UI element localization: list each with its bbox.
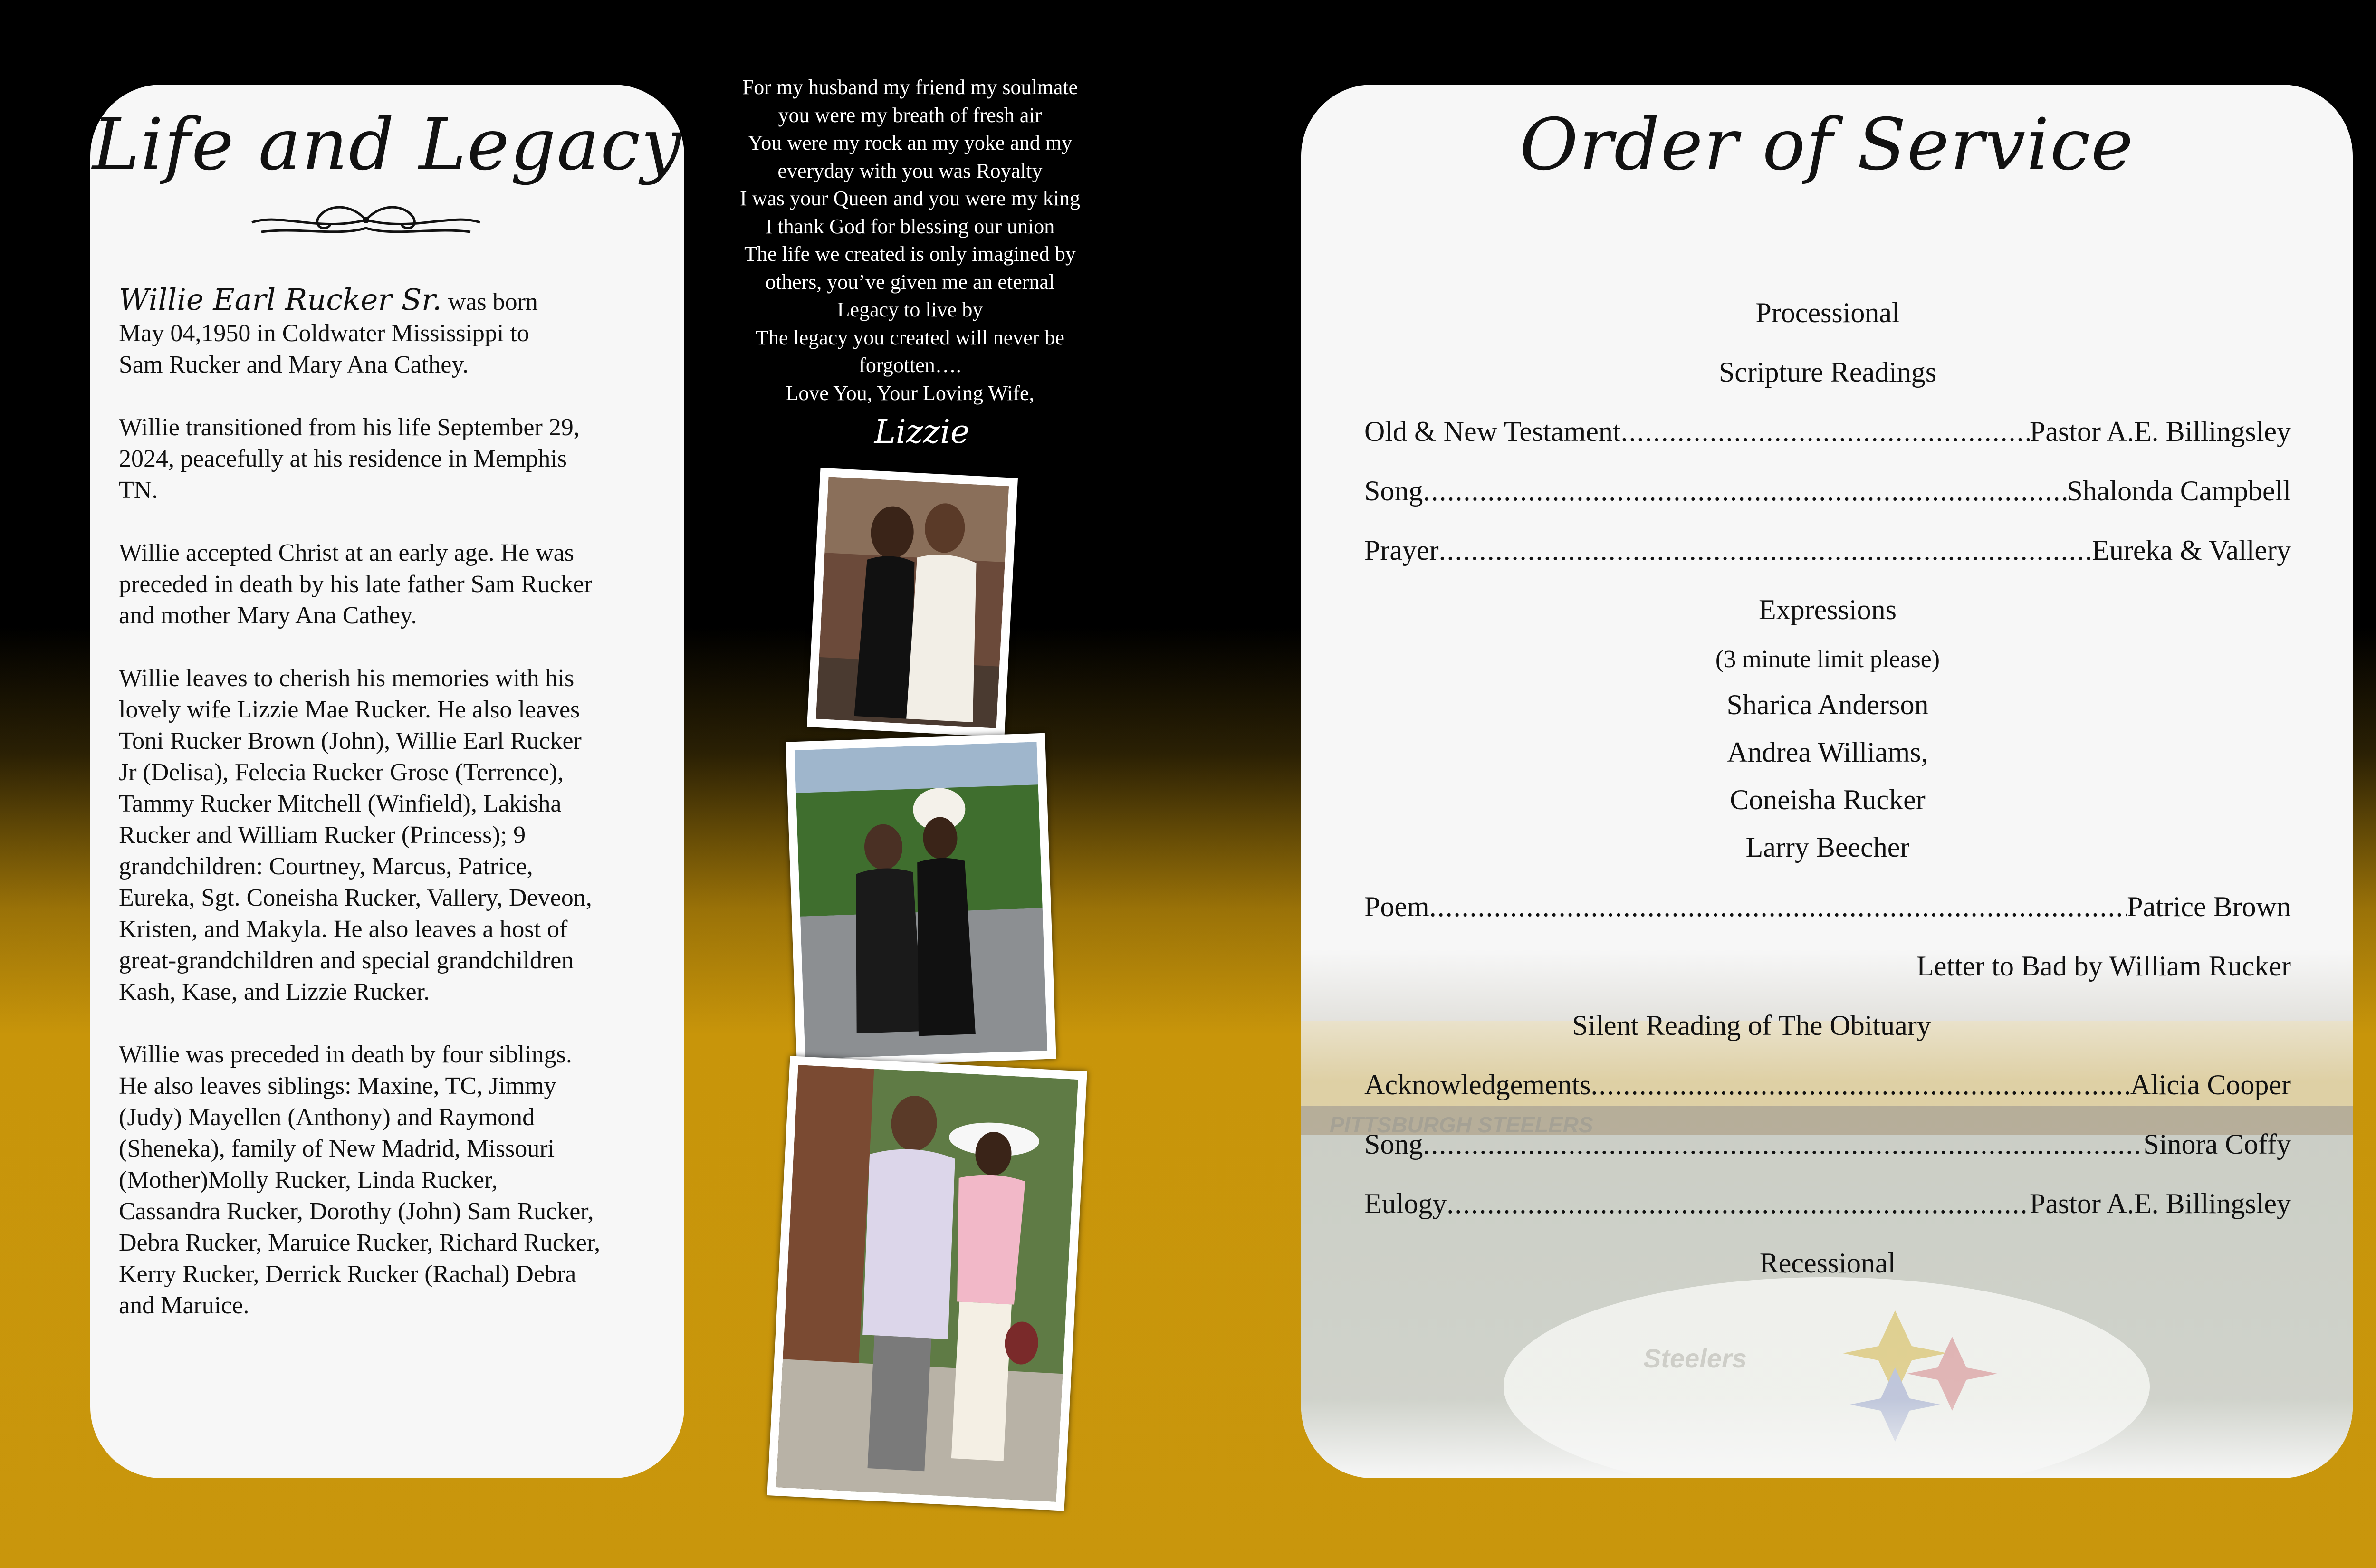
obit-text-line: TN. — [119, 477, 158, 504]
service-item-person: Shalonda Campbell — [2067, 475, 2291, 507]
service-item-acknowledgements — [1364, 1066, 2291, 1104]
couple-photo-3 — [767, 1056, 1087, 1511]
poem-line: you were my breath of fresh air — [778, 103, 1042, 127]
leader-dots — [1429, 888, 2127, 926]
obit-text-line: (Judy) Mayellen (Anthony) and Raymond — [119, 1104, 535, 1131]
obit-text-line: lovely wife Lizzie Mae Rucker. He also leaves — [119, 696, 580, 723]
obit-text-line: Kerry Rucker, Derrick Rucker (Rachal) Debra — [119, 1261, 576, 1288]
leader-dots — [1621, 412, 2030, 450]
poem-signature: Lizzie — [874, 413, 970, 451]
obit-paragraph-birth — [119, 284, 656, 381]
leader-dots — [1591, 1066, 2130, 1104]
service-item-label: Song — [1364, 1128, 1423, 1160]
obit-text-line: (Mother)Molly Rucker, Linda Rucker, — [119, 1166, 498, 1194]
poem-line: I was your Queen and you were my king — [739, 187, 1081, 210]
poem-line: everyday with you was Royalty — [777, 159, 1043, 182]
recessional-item: Recessional — [1759, 1247, 1896, 1279]
leader-dots — [1447, 1185, 2030, 1223]
poem-line: Legacy to live by — [837, 298, 983, 321]
service-item-label: Poem — [1364, 891, 1429, 922]
obit-text-line: Jr (Delisa), Felecia Rucker Grose (Terrence), — [119, 759, 564, 786]
processional-item: Processional — [1755, 297, 1900, 328]
leader-dots — [1423, 472, 2067, 510]
poem-line: The legacy you created will never be — [756, 325, 1064, 349]
obit-text-line: Cassandra Rucker, Dorothy (John) Sam Rucker, — [119, 1198, 594, 1225]
service-item-person: Pastor A.E. Billingsley — [2029, 416, 2291, 447]
order-of-service-panel — [1301, 85, 2353, 1478]
poem-line: Love You, Your Loving Wife, — [786, 381, 1035, 405]
obit-text-line: Kristen, and Makyla. He also leaves a host of — [119, 916, 568, 943]
service-item-song-2 — [1364, 1125, 2291, 1163]
obit-text-line: was born — [441, 288, 538, 316]
obit-paragraph-transition — [119, 412, 656, 506]
life-legacy-title: Life and Legacy — [92, 104, 682, 186]
service-item-song — [1364, 472, 2291, 510]
obit-text-line: Willie was preceded in death by four siblings. — [119, 1041, 572, 1068]
speaker-name: Coneisha Rucker — [1730, 784, 1926, 815]
obit-text-line: preceded in death by his late father Sam Rucker — [119, 571, 593, 598]
obit-text-line: great-grandchildren and special grandchildren — [119, 947, 574, 974]
obit-text-line: Kash, Kase, and Lizzie Rucker. — [119, 978, 430, 1005]
poem-line: You were my rock an my yoke and my — [747, 131, 1073, 154]
poem-line: forgotten…. — [859, 354, 961, 377]
poem-line: The life we created is only imagined by — [744, 242, 1076, 266]
obit-paragraph-faith — [119, 537, 656, 631]
obit-text-line: and mother Mary Ana Cathey. — [119, 602, 417, 629]
service-item-label: Acknowledgements — [1364, 1069, 1591, 1100]
obit-text-line: 2024, peacefully at his residence in Memphis — [119, 445, 567, 472]
obit-text-line: May 04,1950 in Coldwater Mississippi to — [119, 320, 529, 347]
poem-line: For my husband my friend my soulmate — [742, 76, 1078, 99]
service-item-person: Eureka & Vallery — [2092, 535, 2291, 566]
couple-photo-1 — [807, 468, 1018, 737]
obit-text-line: (Sheneka), family of New Madrid, Missouri — [119, 1135, 555, 1162]
expressions-heading: Expressions — [1759, 594, 1897, 625]
obituary-text — [119, 284, 656, 1353]
service-item-label: Prayer — [1364, 535, 1439, 566]
obit-text-line: Debra Rucker, Maruice Rucker, Richard Rucker, — [119, 1229, 601, 1256]
obit-text-line: Eureka, Sgt. Coneisha Rucker, Vallery, Deveon, — [119, 884, 592, 911]
service-item-label: Song — [1364, 475, 1423, 507]
service-item-person: Pastor A.E. Billingsley — [2029, 1188, 2291, 1219]
speaker-name: Larry Beecher — [1745, 832, 1910, 863]
obit-text-line: Willie leaves to cherish his memories with his — [119, 665, 575, 692]
service-item-eulogy — [1364, 1185, 2291, 1223]
obit-text-line: He also leaves siblings: Maxine, TC, Jimmy — [119, 1072, 556, 1100]
life-legacy-panel — [90, 85, 684, 1478]
letter-item: Letter to Bad by William Rucker — [1916, 950, 2291, 982]
tribute-poem — [699, 74, 1121, 407]
time-limit-note: (3 minute limit please) — [1715, 646, 1940, 673]
obit-text-line: Tammy Rucker Mitchell (Winfield), Lakisha — [119, 790, 562, 817]
obit-text-line: Rucker and William Rucker (Princess); 9 — [119, 822, 526, 849]
obit-paragraph-siblings — [119, 1039, 656, 1321]
service-item-label: Old & New Testament — [1364, 416, 1621, 447]
service-item-prayer — [1364, 531, 2291, 569]
speaker-name: Andrea Williams, — [1727, 736, 1928, 768]
scripture-heading: Scripture Readings — [1718, 356, 1937, 388]
obit-text-line: Sam Rucker and Mary Ana Cathey. — [119, 351, 469, 378]
obit-paragraph-family — [119, 663, 656, 1008]
obit-text-line: Willie transitioned from his life September 29, — [119, 414, 580, 441]
silent-reading-item: Silent Reading of The Obituary — [1572, 1010, 1931, 1041]
service-item-person: Alicia Cooper — [2130, 1069, 2291, 1100]
service-item-person: Patrice Brown — [2127, 891, 2291, 922]
poem-line: I thank God for blessing our union — [765, 214, 1055, 238]
obit-text-line: and Maruice. — [119, 1292, 249, 1319]
deceased-name: Willie Earl Rucker Sr. — [119, 282, 442, 317]
obit-text-line: grandchildren: Courtney, Marcus, Patrice, — [119, 853, 533, 880]
order-of-service-title: Order of Service — [1519, 104, 2135, 186]
service-item-label: Eulogy — [1364, 1188, 1447, 1219]
service-item-person: Sinora Coffy — [2143, 1128, 2291, 1160]
poem-line: others, you’ve given me an eternal — [765, 270, 1055, 294]
obit-text-line: Toni Rucker Brown (John), Willie Earl Rucker — [119, 727, 582, 755]
speaker-name: Sharica Anderson — [1726, 689, 1929, 720]
leader-dots — [1423, 1125, 2143, 1163]
service-item-poem — [1364, 888, 2291, 926]
obit-text-line: Willie accepted Christ at an early age. He was — [119, 539, 575, 566]
flourish-ornament — [242, 199, 489, 241]
leader-dots — [1439, 531, 2092, 569]
couple-photo-2 — [786, 733, 1056, 1068]
service-item-testament — [1364, 412, 2291, 450]
